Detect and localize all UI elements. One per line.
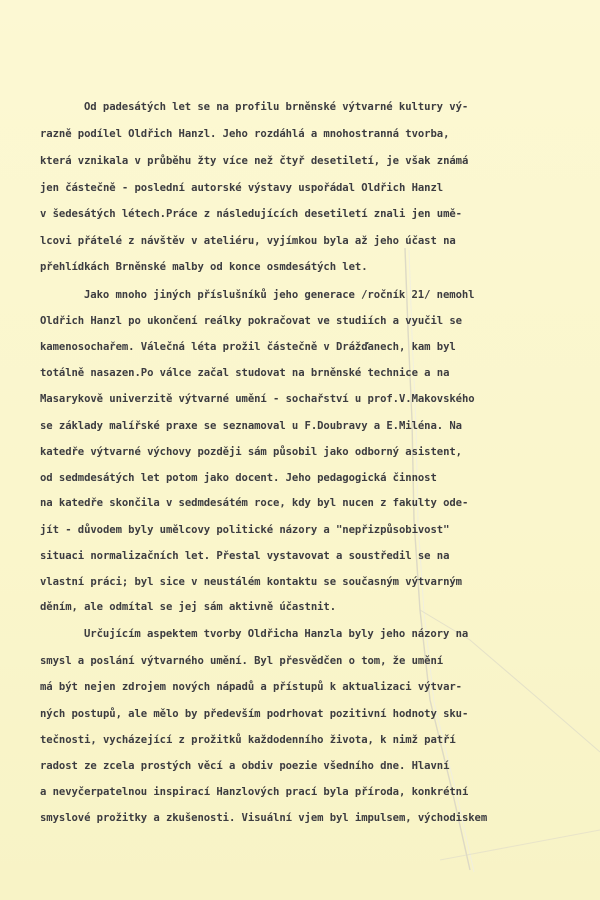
text-line: Jako mnoho jiných příslušníků jeho generace /ročník 21/ nemohl: [84, 289, 475, 301]
text-line: vlastní práci; byl sice v neustálém kontaktu se současným výtvarným: [40, 576, 462, 588]
text-line: od sedmdesátých let potom jako docent. Jeho pedagogická činnost: [40, 472, 437, 484]
text-line: a nevyčerpatelnou inspirací Hanzlových prací byla příroda, konkrétní: [40, 786, 469, 798]
text-line: katedře výtvarné výchovy později sám působil jako odborný asistent,: [40, 446, 462, 458]
text-line: kamenosochařem. Válečná léta prožil částečně v Drážďanech, kam byl: [40, 341, 456, 353]
text-line: jen částečně - poslední autorské výstavy uspořádal Oldřich Hanzl: [40, 182, 444, 194]
text-line: radost ze zcela prostých věcí a obdiv poezie všedního dne. Hlavní: [40, 760, 450, 772]
text-line: tečnosti, vycházející z prožitků každodenního života, k nimž patří: [40, 734, 456, 746]
text-line: smyslové prožitky a zkušenosti. Visuální vjem byl impulsem, východiskem: [40, 812, 488, 824]
text-line: která vznikala v průběhu žty více než čtyř desetiletí, je však známá: [40, 155, 469, 167]
text-line: Od padesátých let se na profilu brněnské výtvarné kultury vý-: [84, 101, 469, 113]
text-line: na katedře skončila v sedmdesátém roce, kdy byl nucen z fakulty ode-: [40, 497, 469, 509]
text-line: smysl a poslání výtvarného umění. Byl přesvědčen o tom, že umění: [40, 655, 444, 667]
text-line: lcovi přátelé z návštěv v ateliéru, vyjímkou byla až jeho účast na: [40, 235, 456, 247]
text-line: Určujícím aspektem tvorby Oldřicha Hanzla byly jeho názory na: [84, 628, 469, 640]
text-line: v šedesátých létech.Práce z následujících desetiletí znali jen umě-: [40, 208, 462, 220]
text-line: se základy malířské praxe se seznamoval u F.Doubravy a E.Miléna. Na: [40, 420, 462, 432]
text-line: razně podílel Oldřich Hanzl. Jeho rozdáhlá a mnohostranná tvorba,: [40, 128, 450, 140]
text-line: přehlídkách Brněnské malby od konce osmdesátých let.: [40, 261, 368, 273]
text-line: Oldřich Hanzl po ukončení reálky pokračovat ve studiích a vyučil se: [40, 315, 462, 327]
text-line: děním, ale odmítal se jej sám aktivně účastnit.: [40, 601, 337, 613]
text-line: situaci normalizačních let. Přestal vystavovat a soustředil se na: [40, 550, 450, 562]
text-line: totálně nasazen.Po válce začal studovat na brněnské technice a na: [40, 367, 450, 379]
text-line: má být nejen zdrojem nových nápadů a přístupů k aktualizaci výtvar-: [40, 681, 462, 693]
text-line: Masarykově univerzitě výtvarné umění - sochařství u prof.V.Makovského: [40, 393, 475, 405]
text-line: ných postupů, ale mělo by především podrhovat pozitivní hodnoty sku-: [40, 708, 469, 720]
text-line: jít - důvodem byly umělcovy politické názory a "nepřizpůsobivost": [40, 524, 450, 536]
